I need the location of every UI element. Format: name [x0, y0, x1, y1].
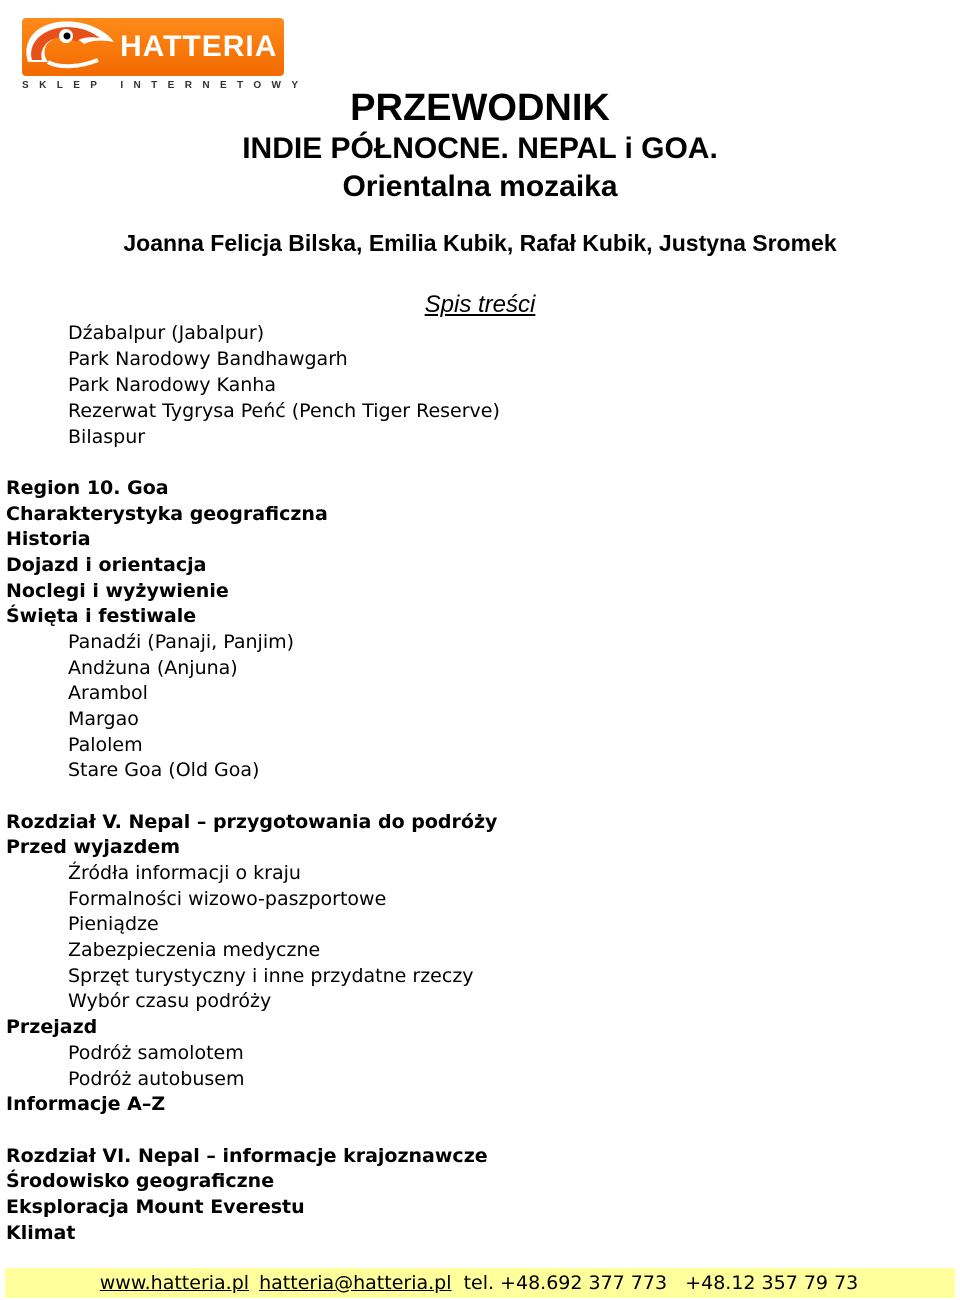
hatteria-logo — [18, 14, 309, 96]
toc-entry: Przed wyjazdem — [6, 836, 181, 858]
phone-numbers: tel. +48.692 377 773 +48.12 357 79 73 — [463, 1272, 859, 1294]
toc-entry: Margao — [68, 708, 139, 730]
toc-entry: Święta i festiwale — [6, 605, 197, 627]
toc-entry: Noclegi i wyżywienie — [6, 580, 229, 602]
toc-entry: Wybór czasu podróży — [68, 990, 272, 1012]
toc-entry: Charakterystyka geograficzna — [6, 503, 328, 525]
book-title-line2: Orientalna mozaika — [342, 170, 618, 203]
toc-entry: Region 10. Goa — [6, 477, 169, 499]
toc-entry: Źródła informacji o kraju — [68, 862, 301, 884]
toc-entry: Park Narodowy Kanha — [68, 374, 276, 396]
email-link[interactable]: hatteria@hatteria.pl — [259, 1272, 452, 1294]
toc-entry: Andżuna (Anjuna) — [68, 657, 238, 679]
toc-entry: Park Narodowy Bandhawgarh — [68, 348, 348, 370]
toc-entry: Formalności wizowo-paszportowe — [68, 888, 387, 910]
toc-entry: Informacje A–Z — [6, 1093, 166, 1115]
book-title-line1: INDIE PÓŁNOCNE. NEPAL i GOA. — [242, 132, 718, 165]
authors: Joanna Felicja Bilska, Emilia Kubik, Rafał Kubik, Justyna Sromek — [123, 230, 837, 256]
toc-entry: Sprzęt turystyczny i inne przydatne rzeczy — [68, 965, 474, 987]
toc-entry: Dojazd i orientacja — [6, 554, 207, 576]
toc-entry: Zabezpieczenia medyczne — [68, 939, 321, 961]
toc-entry: Bilaspur — [68, 426, 146, 448]
toc-entry: Klimat — [6, 1222, 76, 1244]
contact-footer — [5, 1268, 955, 1298]
toc-entry: Podróż samolotem — [68, 1042, 244, 1064]
toc-title: Spis treści — [424, 291, 536, 318]
logo-tagline: SKLEP INTERNETOWY — [22, 80, 309, 91]
toc-entry: Arambol — [68, 682, 148, 704]
toc-entry: Eksploracja Mount Everestu — [6, 1196, 305, 1218]
gecko-icon — [18, 14, 128, 84]
toc-entry: Przejazd — [6, 1016, 98, 1038]
page-title: PRZEWODNIK — [350, 87, 610, 129]
toc-entry: Rezerwat Tygrysa Peńć (Pench Tiger Reserve) — [68, 400, 500, 422]
toc-entry: Historia — [6, 528, 91, 550]
toc-entry: Stare Goa (Old Goa) — [68, 759, 260, 781]
toc-entry: Podróż autobusem — [68, 1068, 245, 1090]
website-link[interactable]: www.hatteria.pl — [99, 1272, 250, 1294]
toc-entry: Rozdział V. Nepal – przygotowania do podróży — [6, 811, 498, 833]
toc-entry: Dźabalpur (Jabalpur) — [68, 322, 265, 344]
toc-entry: Palolem — [68, 734, 143, 756]
toc-entry: Środowisko geograficzne — [6, 1170, 275, 1192]
toc-entry: Pieniądze — [68, 913, 159, 935]
toc-entry: Panadźi (Panaji, Panjim) — [68, 631, 295, 653]
toc-entry: Rozdział VI. Nepal – informacje krajoznawcze — [6, 1145, 488, 1167]
logo-name: HATTERIA — [120, 30, 278, 63]
